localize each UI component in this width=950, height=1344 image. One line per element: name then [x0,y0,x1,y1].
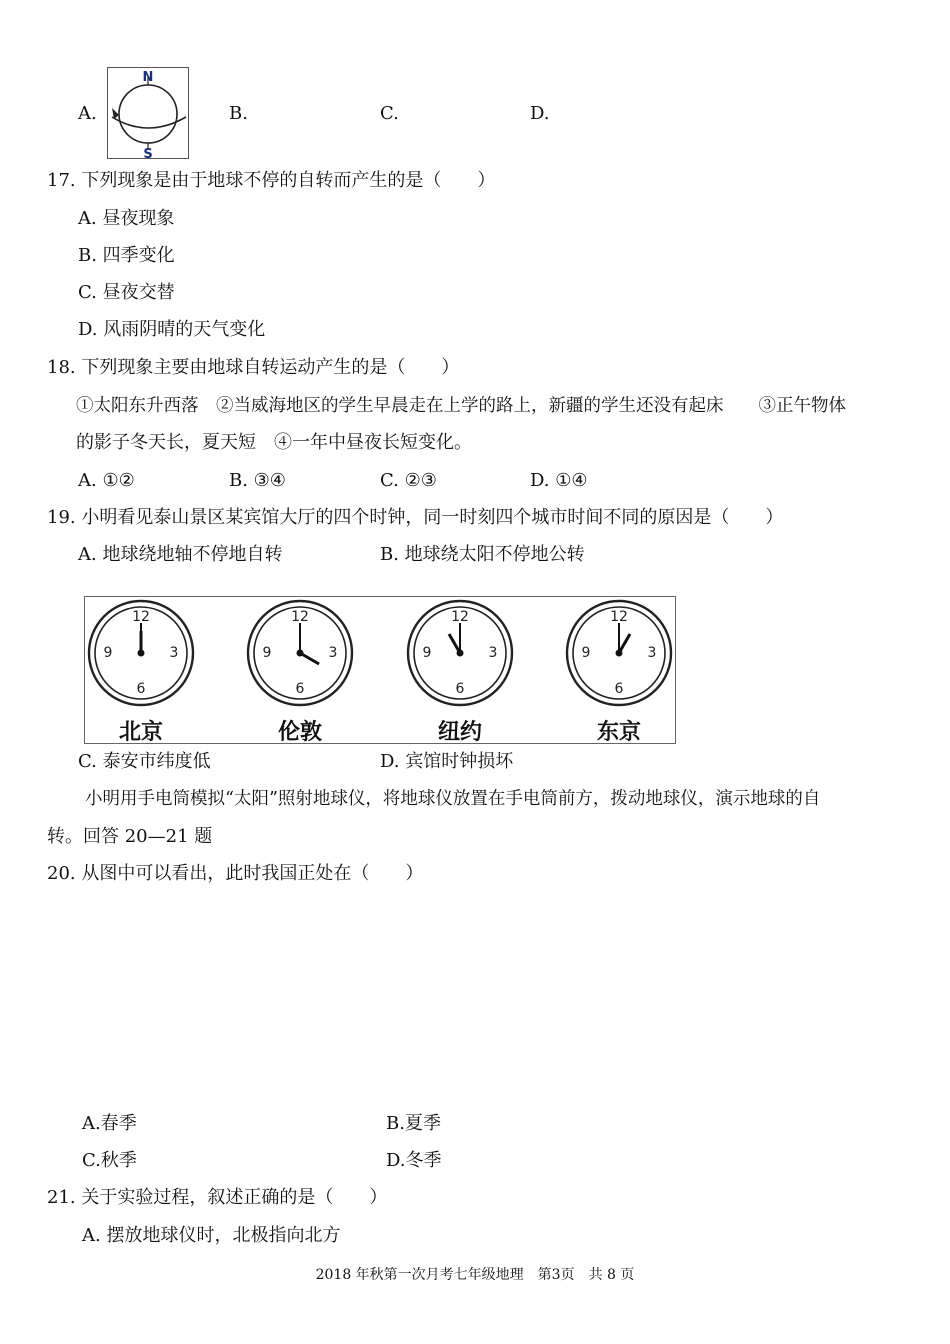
clock-numeral: 6 [295,681,305,697]
q20-option-a: A.春季 [82,1113,137,1134]
clocks-figure [84,596,676,744]
clock-numeral: 12 [610,609,628,625]
q17-option-d: D. 风雨阴晴的天气变化 [78,319,266,340]
q20-option-d: D.冬季 [386,1150,442,1171]
q16-option-d: D. [530,103,550,124]
q18-statement-line2: 的影子冬天长，夏天短 ④一年中昼夜长短变化。 [76,432,472,453]
q19-option-d: D. 宾馆时钟损坏 [380,751,514,772]
four-city-clocks [84,596,676,744]
clock-numeral: 6 [136,681,146,697]
clock-numeral: 6 [614,681,624,697]
q18-statement-line1: ①太阳东升西落 ②当威海地区的学生早晨走在上学的路上，新疆的学生还没有起床 ③正午物体 [76,396,846,416]
q18-option-c: C. ②③ [380,470,437,491]
clock-center-dot [138,650,145,657]
clock-city-label: 纽约 [437,720,483,744]
q16-globe-figure [107,67,189,159]
q21-stem: 21. 关于实验过程，叙述正确的是（ ） [47,1187,388,1208]
clock-numeral: 12 [451,609,469,625]
q19-option-b: B. 地球绕太阳不停地公转 [380,544,585,565]
clock-numeral: 9 [422,645,432,661]
clock-numeral: 3 [169,645,179,661]
globe-north-label: N [142,70,154,85]
q19-option-c: C. 泰安市纬度低 [78,751,211,772]
clock-numeral: 3 [328,645,338,661]
clock-numeral: 6 [455,681,465,697]
q17-option-c: C. 昼夜交替 [78,282,175,303]
clock-numeral: 9 [103,645,113,661]
q16-option-c: C. [380,103,399,124]
clock-city-label: 北京 [118,720,164,744]
clock-numeral: 9 [581,645,591,661]
q20-option-c: C.秋季 [82,1150,137,1171]
clock-center-dot [297,650,304,657]
q18-stem: 18. 下列现象主要由地球自转运动产生的是（ ） [47,357,460,378]
intro-line2: 转。回答 20—21 题 [47,826,213,847]
page-footer: 2018 年秋第一次月考七年级地理 第3页 共 8 页 [315,1267,635,1283]
clock-numeral: 3 [488,645,498,661]
q18-option-d: D. ①④ [530,470,588,491]
globe-south-label: S [143,147,153,159]
q20-option-b: B.夏季 [386,1113,441,1134]
q17-stem: 17. 下列现象是由于地球不停的自转而产生的是（ ） [47,170,496,191]
globe-rotation-diagram [107,67,189,159]
q19-stem: 19. 小明看见泰山景区某宾馆大厅的四个时钟，同一时刻四个城市时间不同的原因是（ ） [47,507,784,528]
q20-stem: 20. 从图中可以看出，此时我国正处在（ ） [47,863,424,884]
clock-center-dot [616,650,623,657]
clock-city-label: 东京 [596,720,642,744]
intro-line1: 小明用手电筒模拟“太阳”照射地球仪，将地球仪放置在手电筒前方，拨动地球仪，演示地球的自 [85,789,821,809]
q17-option-a: A. 昼夜现象 [78,208,175,229]
q21-option-a: A. 摆放地球仪时，北极指向北方 [82,1225,341,1246]
clock-center-dot [457,650,464,657]
q17-option-b: B. 四季变化 [78,245,175,266]
q16-option-a: A. [78,103,97,124]
q18-option-b: B. ③④ [229,470,286,491]
clock-numeral: 12 [291,609,309,625]
clock-city-label: 伦敦 [277,720,323,744]
clock-numeral: 9 [262,645,272,661]
q19-option-a: A. 地球绕地轴不停地自转 [78,544,283,565]
q18-option-a: A. ①② [78,470,135,491]
clock-numeral: 3 [647,645,657,661]
q16-option-b: B. [229,103,248,124]
clock-numeral: 12 [132,609,150,625]
